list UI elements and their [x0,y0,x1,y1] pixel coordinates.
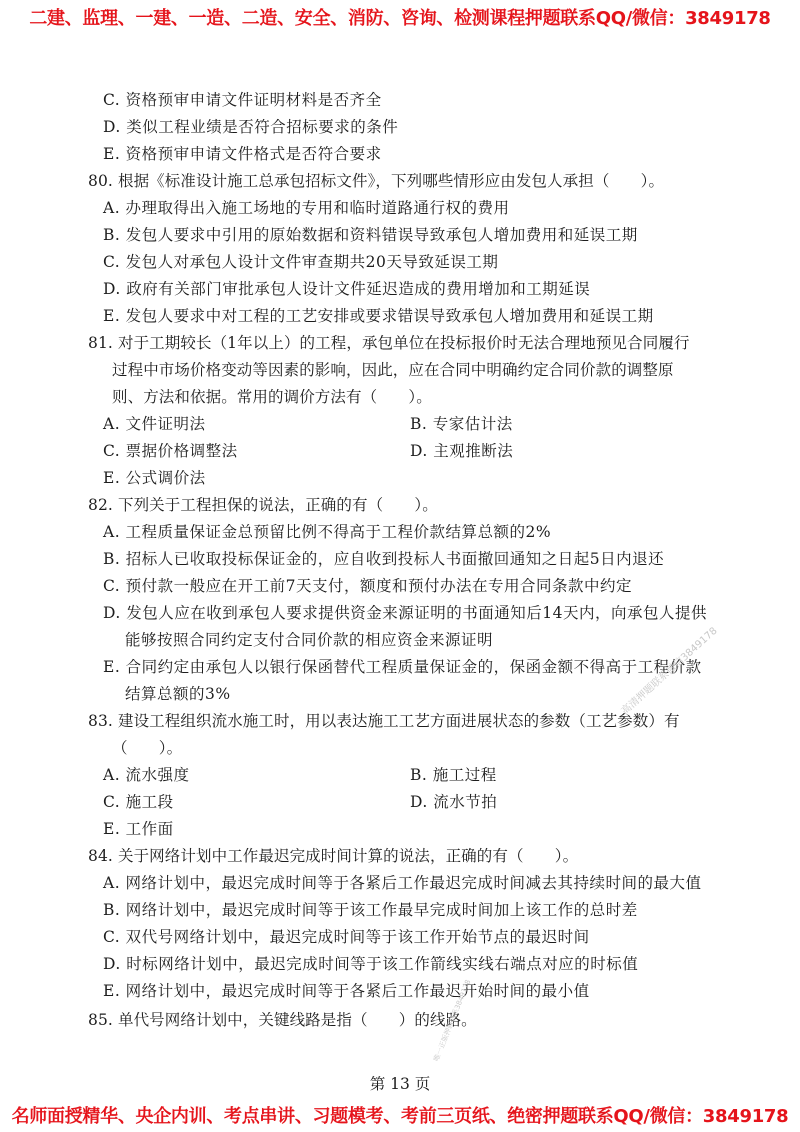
q82-option-c: C. 预付款一般应在开工前7天支付，额度和预付办法在专用合同条款中约定 [103,577,633,595]
q82-option-b: B. 招标人已收取投标保证金的，应自收到投标人书面撤回通知之日起5日内退还 [103,550,665,568]
q84-option-c: C. 双代号网络计划中，最迟完成时间等于该工作开始节点的最迟时间 [103,928,590,946]
q83-option-b: B. 施工过程 [410,766,497,784]
q79-option-e: E. 资格预审申请文件格式是否符合要求 [103,145,382,163]
q81-option-a: A. 文件证明法 [103,415,206,433]
q83-option-a: A. 流水强度 [103,766,190,784]
q83-option-e: E. 工作面 [103,820,174,838]
q82-option-d-cont: 能够按照合同约定支付合同价款的相应资金来源证明 [125,631,494,649]
q83-option-c: C. 施工段 [103,793,174,811]
q82-stem: 82. 下列关于工程担保的说法，正确的有（ ）。 [88,496,438,514]
watermark-text: 高清押题联系微信3849178 [619,625,720,718]
q83-stem-line-2: （ ）。 [112,739,183,757]
q84-option-d: D. 时标网络计划中，最迟完成时间等于该工作箭线实线右端点对应的时标值 [103,955,639,973]
q85-stem: 85. 单代号网络计划中，关键线路是指（ ）的线路。 [88,1011,477,1029]
q80-stem: 80. 根据《标准设计施工总承包招标文件》，下列哪些情形应由发包人承担（ ）。 [88,172,665,190]
q83-option-d: D. 流水节拍 [410,793,498,811]
q80-option-e: E. 发包人要求中对工程的工艺安排或要求错误导致承包人增加费用和延误工期 [103,307,654,325]
footer-banner: 名师面授精华、央企内训、考点串讲、习题模考、考前三页纸、绝密押题联系QQ/微信：3849178 [11,1106,789,1127]
q81-option-c: C. 票据价格调整法 [103,442,238,460]
q84-option-e: E. 网络计划中，最迟完成时间等于各紧后工作最迟开始时间的最小值 [103,982,590,1000]
q81-option-d: D. 主观推断法 [410,442,514,460]
q80-option-a: A. 办理取得出入施工场地的专用和临时道路通行权的费用 [103,199,510,217]
q81-option-e: E. 公式调价法 [103,469,206,487]
q81-stem-line-1: 81. 对于工期较长（1年以上）的工程，承包单位在投标报价时无法合理地预见合同履行 [88,334,690,352]
q81-option-b: B. 专家估计法 [410,415,513,433]
q82-option-d: D. 发包人应在收到承包人要求提供资金来源证明的书面通知后14天内，向承包人提供 [103,604,707,622]
q81-stem-line-2: 过程中市场价格变动等因素的影响，因此，应在合同中明确约定合同价款的调整原 [112,361,674,379]
q80-option-c: C. 发包人对承包人设计文件审查期共20天导致延误工期 [103,253,499,271]
q84-option-a: A. 网络计划中，最迟完成时间等于各紧后工作最迟完成时间减去其持续时间的最大值 [103,874,702,892]
watermark-text-small: 唯一正版押题联系3849178 [432,978,473,1063]
q82-option-e: E. 合同约定由承包人以银行保函替代工程质量保证金的，保函金额不得高于工程价款 [103,658,702,676]
q81-stem-line-3: 则、方法和依据。常用的调价方法有（ ）。 [112,388,432,406]
q80-option-b: B. 发包人要求中引用的原始数据和资料错误导致承包人增加费用和延误工期 [103,226,638,244]
header-banner: 二建、监理、一建、一造、二造、安全、消防、咨询、检测课程押题联系QQ/微信：3849178 [29,8,771,29]
q82-option-e-cont: 结算总额的3% [125,685,231,703]
q84-stem: 84. 关于网络计划中工作最迟完成时间计算的说法，正确的有（ ）。 [88,847,579,865]
page-number: 第 13 页 [369,1075,431,1093]
q82-option-a: A. 工程质量保证金总预留比例不得高于工程价款结算总额的2% [103,523,552,541]
q80-option-d: D. 政府有关部门审批承包人设计文件延迟造成的费用增加和工期延误 [103,280,591,298]
q84-option-b: B. 网络计划中，最迟完成时间等于该工作最早完成时间加上该工作的总时差 [103,901,638,919]
q79-option-c: C. 资格预审申请文件证明材料是否齐全 [103,91,382,109]
q83-stem-line-1: 83. 建设工程组织流水施工时，用以表达施工工艺方面进展状态的参数（工艺参数）有 [88,712,680,730]
q79-option-d: D. 类似工程业绩是否符合招标要求的条件 [103,118,399,136]
